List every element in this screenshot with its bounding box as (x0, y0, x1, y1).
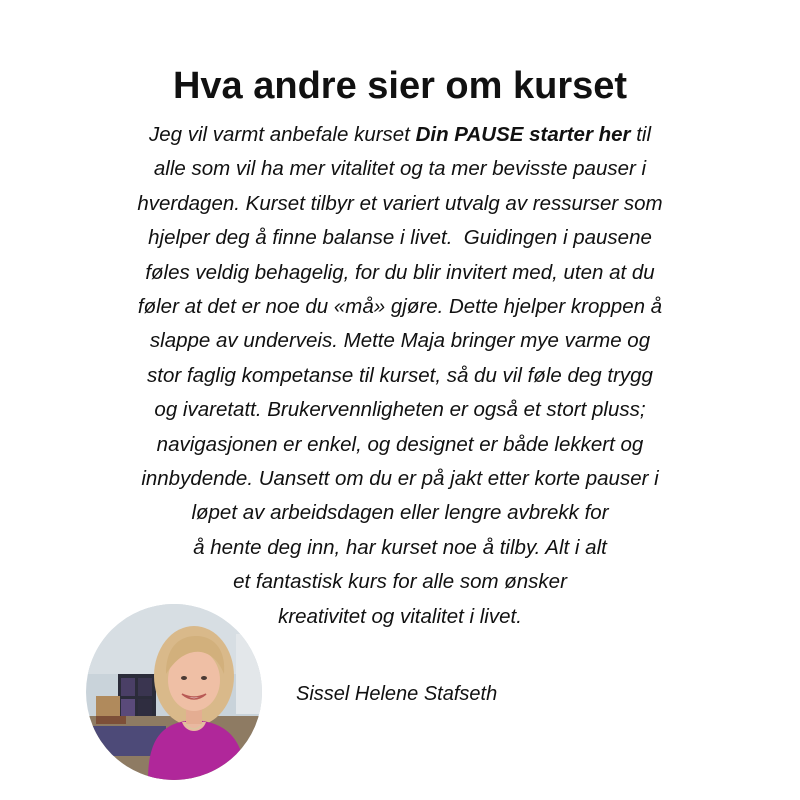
quote-line-12: løpet av arbeidsdagen eller lengre avbrekk for (191, 501, 609, 525)
quote-line-11: innbydende. Uansett om du er på jakt etter korte pauser i (141, 467, 659, 491)
person-photo-icon (86, 604, 262, 780)
quote-line-4: hjelper deg å finne balanse i livet. Guidingen i pausene (148, 226, 652, 250)
author-photo (86, 604, 262, 780)
quote-line-7: slappe av underveis. Mette Maja bringer mye varme og (149, 329, 651, 353)
quote-line-3: hverdagen. Kurset tilbyr et variert utvalg av ressurser som (137, 191, 663, 215)
quote-line-15: kreativitet og vitalitet i livet. (278, 604, 522, 628)
quote-line-5: føles veldig behagelig, for du blir invitert med, uten at du (145, 260, 655, 284)
quote-line-2: alle som vil ha mer vitalitet og ta mer bevisste pauser i (153, 157, 647, 181)
quote-line-13: å hente deg inn, har kurset noe å tilby. Alt i alt (193, 535, 607, 559)
course-name: Din PAUSE starter her (415, 123, 631, 146)
quote-line-9: og ivaretatt. Brukervennligheten er også et stort pluss; (154, 398, 646, 422)
quote-line-10: navigasjonen er enkel, og designet er både lekkert og (156, 432, 644, 456)
testimonial-quote (40, 118, 760, 634)
quote-line-14: et fantastisk kurs for alle som ønsker (233, 570, 567, 594)
page-title: Hva andre sier om kurset (172, 65, 628, 107)
quote-line-1: Jeg vil varmt anbefale kurset Din PAUSE starter her til (148, 123, 652, 146)
author-name: Sissel Helene Stafseth (296, 683, 498, 705)
quote-line-8: stor faglig kompetanse til kurset, så du vil føle deg trygg (147, 363, 653, 387)
quote-line-6: føler at det er noe du «må» gjøre. Dette hjelper kroppen å (137, 295, 663, 319)
